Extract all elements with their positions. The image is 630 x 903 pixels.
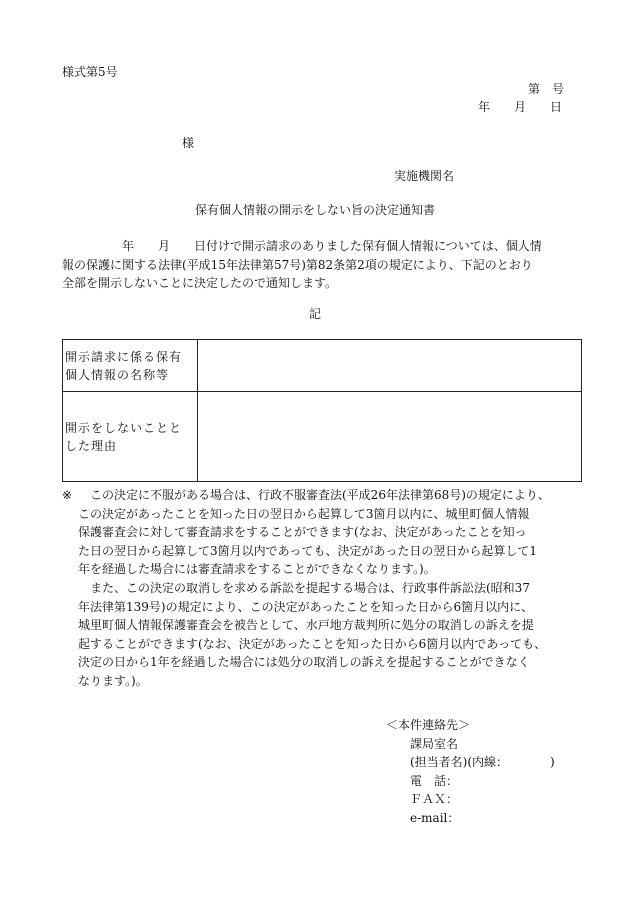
body-text: [62, 237, 582, 293]
appeal-note: [62, 486, 592, 691]
note-line: 年法律第139号)の規定により、この決定があったことを知った日から6箇月以内に、: [78, 599, 534, 614]
addressee: 様: [182, 136, 195, 150]
label-line: 個人情報の名称等: [65, 367, 170, 382]
note-line: 城里町個人情報保護審査会を被告として、水戸地方裁判所に処分の取消しの訴えを提: [78, 618, 534, 633]
note-line: た日の翌日から起算して3箇月以内であっても、決定があった日の翌日から起算して1: [78, 543, 538, 558]
label-line: 開示請求に係る保有: [65, 349, 183, 364]
contact-line: (担当者名)(内線： ): [410, 755, 555, 769]
form-number: 様式第5号: [62, 65, 118, 79]
label-line: した理由: [65, 438, 118, 453]
contact-line: 課局室名: [410, 736, 459, 751]
note-line: 保護審査会に対して審査請求をすることができます(なお、決定があったことを知っ: [78, 525, 527, 540]
note-line: 起することができます(なお、決定があったことを知った日から6箇月以内であっても、: [78, 636, 547, 651]
contact-heading: ＜本件連絡先＞: [386, 718, 471, 732]
note-line: この決定があったことを知った日の翌日から起算して3箇月以内に、城里町個人情報: [78, 506, 530, 521]
contact-line: 電 話：: [410, 773, 459, 788]
info-table: [62, 339, 582, 482]
table-row: [63, 340, 582, 392]
body-line: 全部を開示しないことに決定したので通知します。: [62, 276, 338, 290]
agency-name: 実施機関名: [394, 169, 455, 183]
contact-line: e-mail：: [410, 810, 460, 825]
request-item-label: [63, 340, 198, 392]
contact-block: [386, 716, 555, 827]
ki-heading: 記: [308, 307, 321, 321]
note-line: また、この決定の取消しを求める訴訟を提起する場合は、行政事件訴訟法(昭和37: [78, 580, 530, 595]
label-line: 開示をしないことと: [65, 420, 183, 435]
request-item-value: [198, 340, 582, 392]
date-line: 年 月 日: [478, 100, 563, 114]
note-line: この決定に不服がある場合は、行政不服審査法(平成26年法律第68号)の規定により、: [78, 488, 550, 502]
note-line: 年を経過した場合には審査請求をすることができなくなります。)。: [78, 562, 436, 577]
note-line: 決定の日から1年を経過した場合には処分の取消しの訴えを提起することができなく: [78, 655, 530, 670]
note-mark: ※: [62, 488, 73, 502]
table-row: [63, 392, 582, 482]
body-line: 報の保護に関する法律(平成15年法律第57号)第82条第2項の規定により、下記のとおり: [62, 257, 533, 272]
reason-value: [198, 392, 582, 482]
contact-line: ＦＡＸ：: [410, 792, 459, 806]
document-title: 保有個人情報の開示をしない旨の決定通知書: [194, 203, 435, 217]
document-number: 第 号: [528, 82, 565, 96]
body-line: 年 月 日付けで開示請求のありました保有個人情報については、個人情: [62, 239, 542, 253]
reason-label: [63, 392, 198, 482]
note-line: なります。)。: [78, 673, 148, 688]
